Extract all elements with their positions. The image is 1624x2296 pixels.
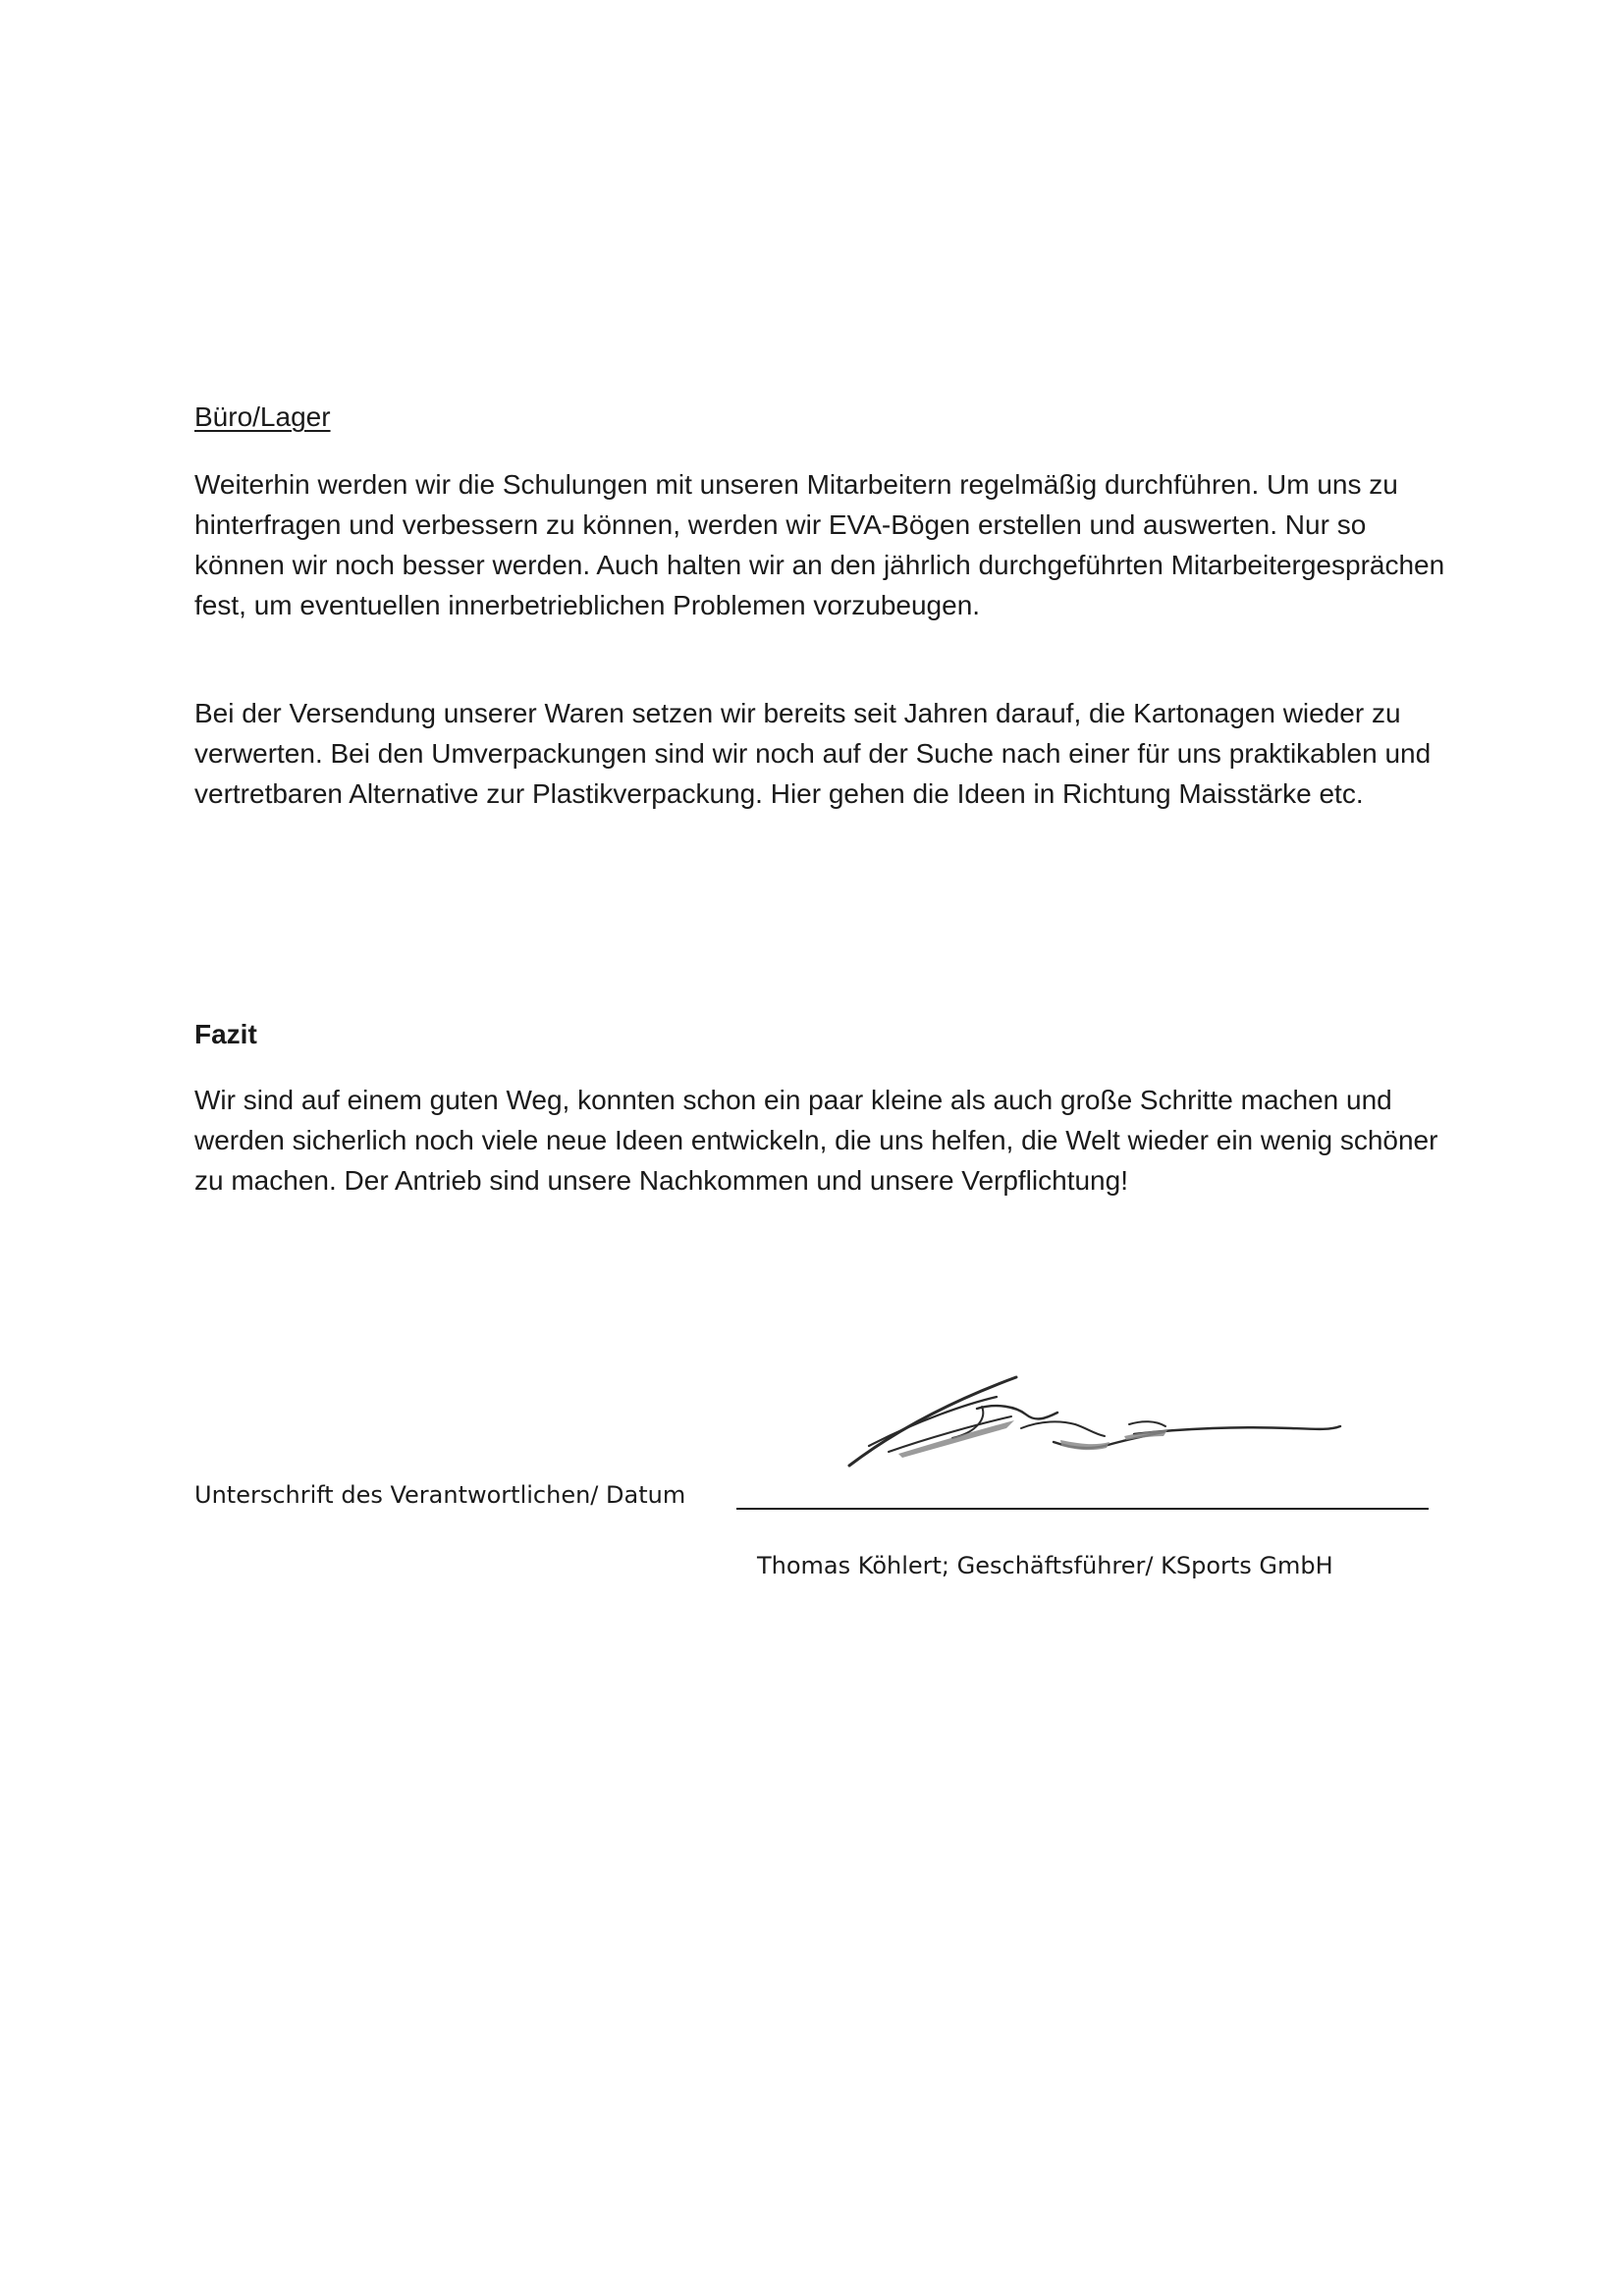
signer-name: Thomas Köhlert; Geschäftsführer/ KSports GmbH [757, 1552, 1333, 1579]
signature-label: Unterschrift des Verantwortlichen/ Datum [194, 1481, 686, 1509]
paragraph-versendung: Bei der Versendung unserer Waren setzen wir bereits seit Jahren darauf, die Kartonagen wieder zu verwerten. Bei den Umverpackungen sind wir noch auf der Suche nach einer für uns praktikablen und vertretbaren Alternative zur Plastikverpackung. Hier gehen die Ideen in Richtung Maisstärke etc. [194, 698, 1432, 809]
signature-line [736, 1508, 1429, 1510]
section-heading-buero-lager: Büro/Lager [194, 401, 331, 432]
paragraph-fazit: Wir sind auf einem guten Weg, konnten schon ein paar kleine als auch große Schritte machen und werden sicherlich noch viele neue Ideen entwickeln, die uns helfen, die Welt wieder ein wenig schöner zu machen. Der Antrieb sind unsere Nachkommen und unsere Verpflichtung! [194, 1085, 1438, 1196]
handwritten-signature-icon [830, 1360, 1350, 1477]
paragraph-schulungen: Weiterhin werden wir die Schulungen mit unseren Mitarbeitern regelmäßig durchführen. Um uns zu hinterfragen und verbessern zu können, werden wir EVA-Bögen erstellen und auswerten. Nur so können wir noch besser werden. Auch halten wir an den jährlich durchgeführten Mitarbeitergesprächen fest, um eventuellen innerbetrieblichen Problemen vorzubeugen. [194, 469, 1445, 620]
section-heading-fazit: Fazit [194, 1019, 257, 1049]
